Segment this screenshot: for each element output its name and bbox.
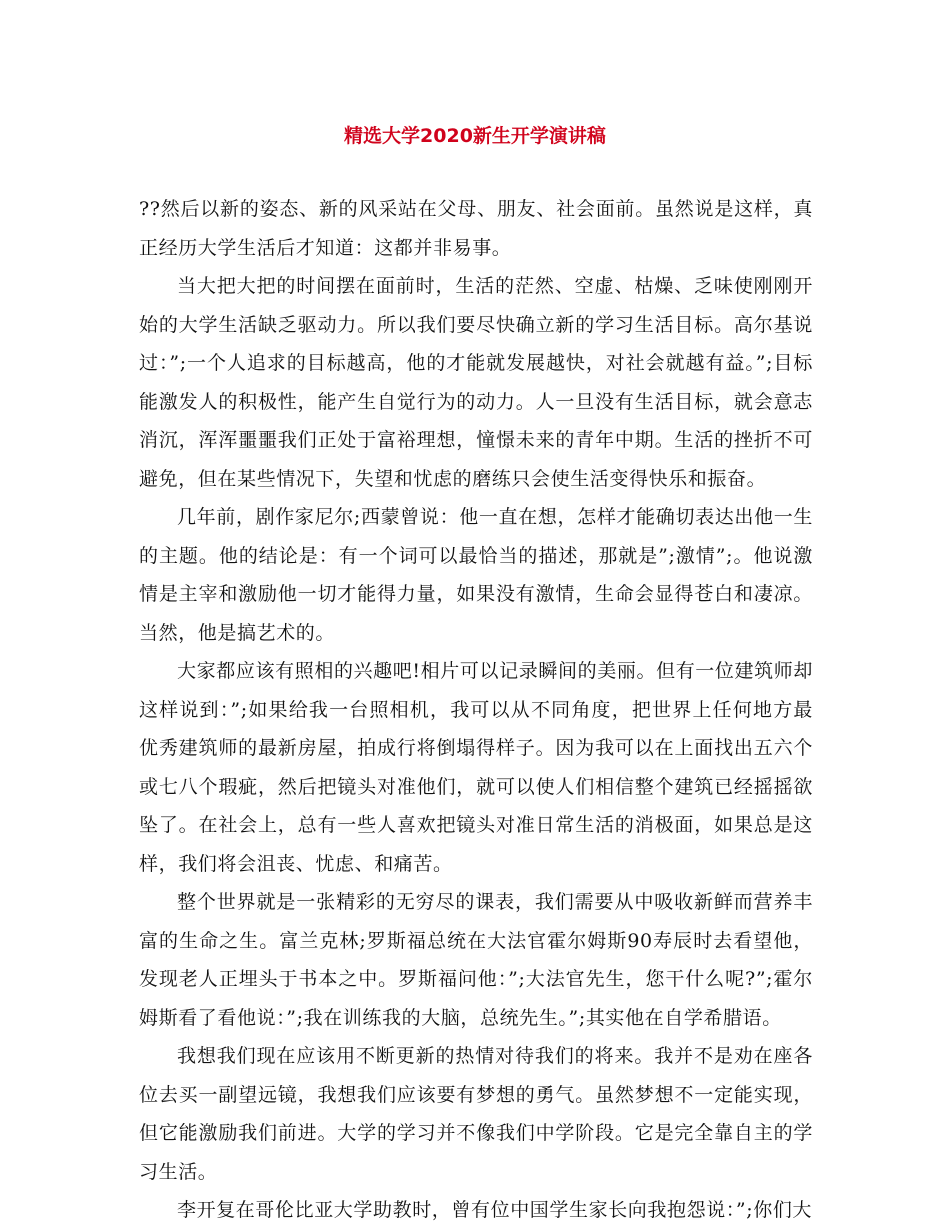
paragraph-4: 大家都应该有照相的兴趣吧!相片可以记录瞬间的美丽。但有一位建筑师却这样说到：”;如果给我一台照相机，我可以从不同角度，把世界上任何地方最优秀建筑师的最新房屋，拍成行将倒塌得样子。因为我可以在上面找出五六个或七八个瑕疵，然后把镜头对准他们，就可以使人们相信整个建筑已经摇摇欲坠了。在社会上，总有一些人喜欢把镜头对准日常生活的消极面，如果总是这样，我们将会沮丧、忧虑、和痛苦。: [139, 660, 813, 875]
paragraph-7: 李开复在哥伦比亚大学助教时，曾有位中国学生家长向我抱怨说：”;你们大: [177, 1199, 813, 1221]
document-body: [139, 190, 813, 1230]
paragraph-5: 整个世界就是一张精彩的无穷尽的课表，我们需要从中吸收新鲜而营养丰富的生命之生。富兰克林;罗斯福总统在大法官霍尔姆斯90寿辰时去看望他，发现老人正埋头于书本之中。罗斯福问他：”;大法官先生，您干什么呢?”;霍尔姆斯看了看他说：”;我在训练我的大脑，总统先生。”;其实他在自学希腊语。: [139, 891, 813, 1029]
paragraph-1: ??然后以新的姿态、新的风采站在父母、朋友、社会面前。虽然说是这样，真正经历大学生活后才知道：这都并非易事。: [139, 198, 813, 259]
document-title: 精选大学2020新生开学演讲稿: [344, 125, 606, 147]
paragraph-6: 我想我们现在应该用不断更新的热情对待我们的将来。我并不是劝在座各位去买一副望远镜，我想我们应该要有梦想的勇气。虽然梦想不一定能实现，但它能激励我们前进。大学的学习并不像我们中学阶段。它是完全靠自主的学习生活。: [139, 1045, 813, 1183]
paragraph-2: 当大把大把的时间摆在面前时，生活的茫然、空虚、枯燥、乏味使刚刚开始的大学生活缺乏驱动力。所以我们要尽快确立新的学习生活目标。高尔基说过：”;一个人追求的目标越高，他的才能就发展越快，对社会就越有益。”;目标能激发人的积极性，能产生自觉行为的动力。人一旦没有生活目标，就会意志消沉，浑浑噩噩我们正处于富裕理想，憧憬未来的青年中期。生活的挫折不可避免，但在某些情况下，失望和忧虑的磨练只会使生活变得快乐和振奋。: [139, 275, 813, 490]
paragraph-3: 几年前，剧作家尼尔;西蒙曾说：他一直在想，怎样才能确切表达出他一生的主题。他的结论是：有一个词可以最恰当的描述，那就是”;激情”;。他说激情是主宰和激励他一切才能得力量，如果没有激情，生命会显得苍白和凄凉。当然，他是搞艺术的。: [139, 506, 813, 644]
